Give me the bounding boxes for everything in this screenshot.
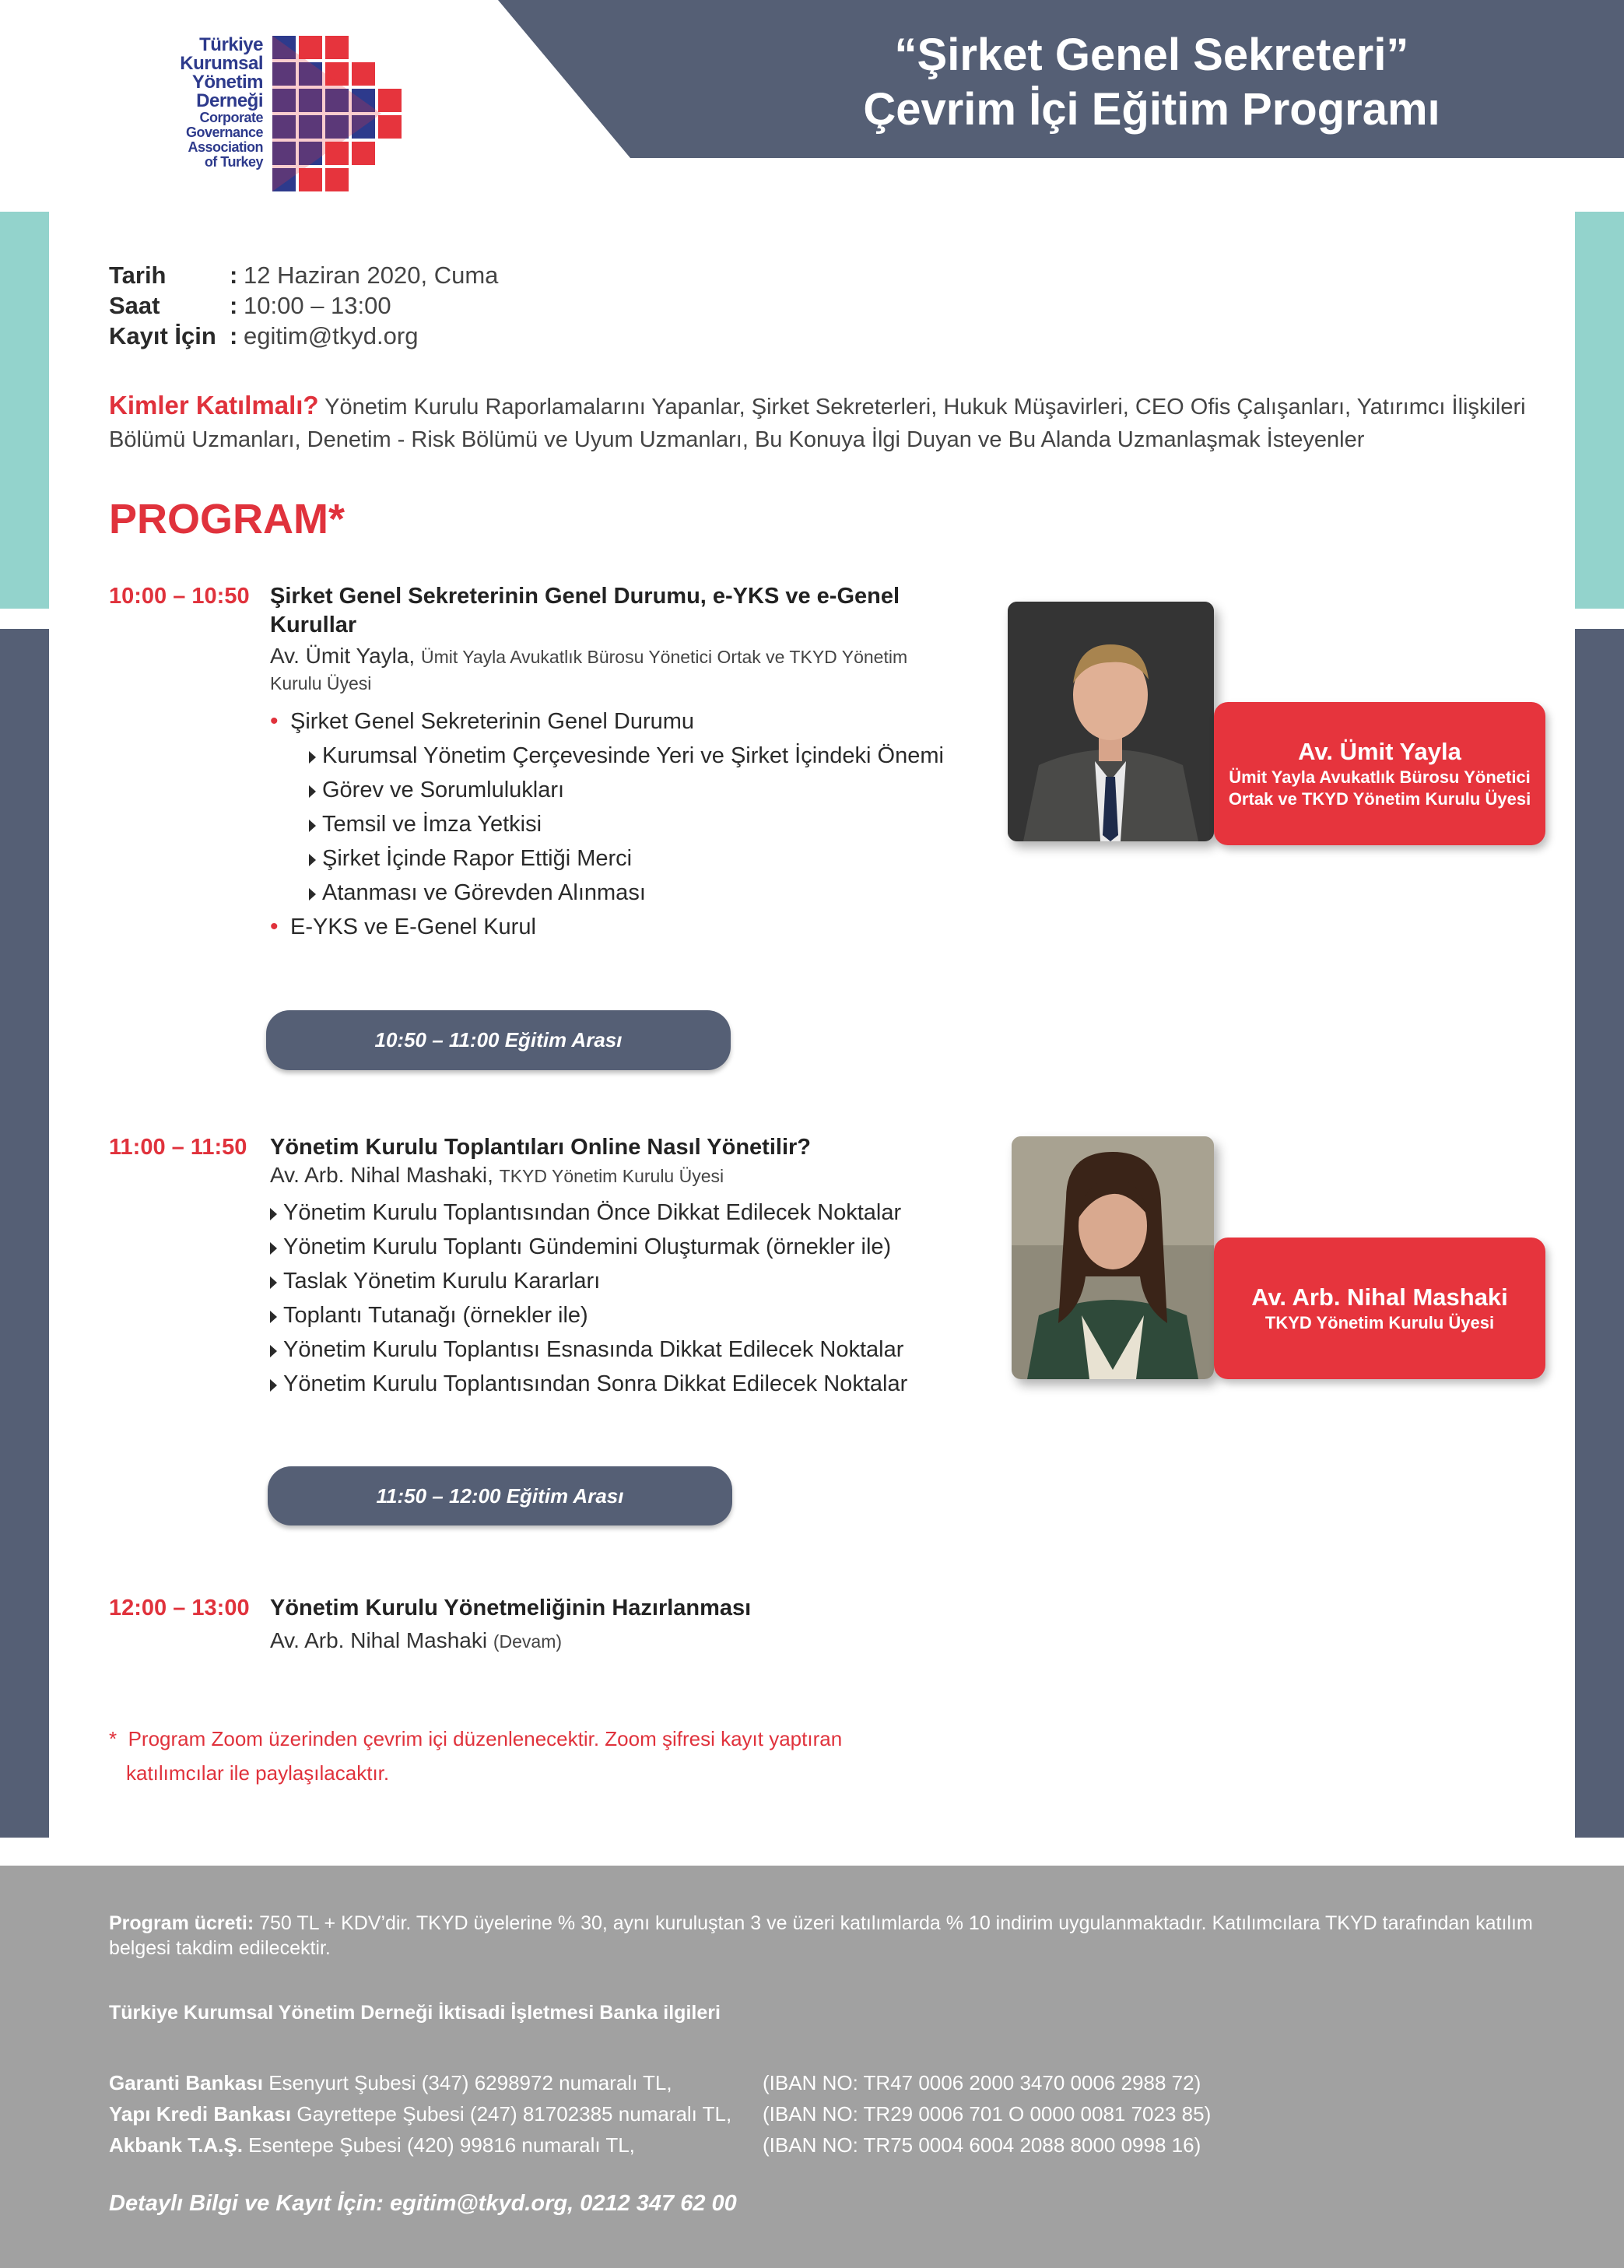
time-label: Saat	[109, 292, 160, 319]
bank-name: Akbank T.A.Ş.	[109, 2133, 243, 2157]
triangle-bullet-icon	[270, 1345, 277, 1357]
logo-word: Association	[188, 139, 263, 155]
session-1	[270, 582, 970, 944]
date-value: 12 Haziran 2020, Cuma	[244, 262, 499, 289]
list-item	[270, 739, 970, 773]
topic-text: Kurumsal Yönetim Çerçevesinde Yeri ve Şirket İçindeki Önemi	[322, 743, 944, 768]
left-teal-band	[0, 212, 49, 609]
break-1-pill: 10:50 – 11:00 Eğitim Arası	[266, 1010, 731, 1070]
time-value: 10:00 – 13:00	[244, 292, 391, 319]
list-item	[270, 773, 970, 807]
bank-branch: Esenyurt Şubesi (347) 6298972 numaralı TL,	[268, 2071, 672, 2094]
program-heading: PROGRAM*	[109, 496, 345, 542]
triangle-bullet-icon	[309, 854, 316, 866]
logo-word: Derneği	[196, 90, 263, 111]
session-3-title: Yönetim Kurulu Yönetmeliğinin Hazırlanması	[270, 1596, 752, 1620]
bank-list	[109, 2067, 1211, 2161]
list-item	[270, 910, 970, 944]
register-label: Kayıt İçin	[109, 322, 216, 349]
contact-line[interactable]: Detaylı Bilgi ve Kayıt İçin: egitim@tkyd.org, 0212 347 62 00	[109, 2191, 737, 2216]
bank-row	[109, 2067, 1211, 2098]
topic-text: Taslak Yönetim Kurulu Kararları	[283, 1269, 601, 1294]
triangle-bullet-icon	[270, 1311, 277, 1323]
page-title	[763, 28, 1541, 137]
portrait-woman-icon	[1012, 1136, 1214, 1379]
triangle-bullet-icon	[309, 785, 316, 798]
bank-branch: Gayrettepe Şubesi (247) 81702385 numaralı TL,	[296, 2102, 732, 2126]
bank-row	[109, 2129, 1211, 2161]
topic-text: Yönetim Kurulu Toplantısından Önce Dikkat Edilecek Noktalar	[283, 1200, 902, 1225]
speaker-role: Ümit Yayla Avukatlık Bürosu Yönetici Ortak ve TKYD Yönetim	[421, 647, 908, 667]
fee-label: Program ücreti:	[109, 1912, 254, 1934]
footnote-text: katılımcılar ile paylaşılacaktır.	[126, 1761, 390, 1785]
list-item	[270, 807, 970, 841]
audience-text: Yönetim Kurulu Raporlamalarını Yapanlar, Şirket Sekreterleri, Hukuk Müşavirleri, CEO Ofis Çalışanları, Yatırımcı İlişkileri Bölümü Uzmanları, Denetim - Risk Bölümü ve Uyum Uzmanları, Bu Konuya İlgi Duyan ve Bu Alanda Uzmanlaşmak İsteyenler	[109, 395, 1526, 452]
session-1-time: 10:00 – 10:50	[109, 584, 250, 609]
topic-text: Atanması ve Görevden Alınması	[322, 880, 646, 905]
list-item	[270, 1195, 970, 1230]
logo-word: Governance	[185, 125, 263, 140]
list-item	[270, 1332, 970, 1367]
logo-word: Türkiye	[199, 34, 263, 55]
topic-text: Görev ve Sorumlulukları	[322, 778, 565, 802]
triangle-bullet-icon	[309, 888, 316, 901]
bullet-dot-icon: •	[270, 708, 279, 734]
topic-text: Yönetim Kurulu Toplantı Gündemini Oluşturmak (örnekler ile)	[283, 1234, 892, 1259]
logo-word: of Turkey	[204, 154, 263, 170]
right-slate-band	[1575, 629, 1624, 1838]
footnote-star: *	[109, 1727, 118, 1750]
bank-info	[109, 2098, 763, 2129]
list-item	[270, 1230, 970, 1264]
footnote-line	[109, 1722, 980, 1756]
bank-name: Garanti Bankası	[109, 2071, 263, 2094]
bank-branch: Esentepe Şubesi (420) 99816 numaralı TL,	[248, 2133, 635, 2157]
colon: :	[230, 262, 238, 289]
triangle-bullet-icon	[309, 751, 316, 764]
bank-name: Yapı Kredi Bankası	[109, 2102, 292, 2126]
session-2	[270, 1133, 970, 1401]
bank-row	[109, 2098, 1211, 2129]
bullet-dot-icon: •	[270, 914, 279, 939]
logo-word: Kurumsal	[180, 53, 263, 74]
fee-text: 750 TL + KDV’dir. TKYD üyelerine % 30, aynı kuruluştan 3 ve üzeri katılımlarda % 10 indirim uygulanmaktadır. Katılımcılara TKYD tarafından katılım belgesi takdim edilecektir.	[109, 1912, 1533, 1959]
session-3	[270, 1594, 970, 1655]
session-2-title: Yönetim Kurulu Toplantıları Online Nasıl Yönetilir?	[270, 1135, 811, 1160]
bank-info	[109, 2129, 763, 2161]
register-email[interactable]: egitim@tkyd.org	[244, 322, 419, 349]
logo-word: Corporate	[199, 110, 263, 125]
date-label: Tarih	[109, 262, 167, 289]
left-slate-band	[0, 629, 49, 1838]
topic-text: Şirket İçinde Rapor Ettiği Merci	[322, 846, 633, 871]
audience-paragraph	[109, 389, 1533, 456]
bank-info	[109, 2067, 763, 2098]
right-teal-band	[1575, 212, 1624, 609]
register-row	[109, 321, 498, 351]
break-2-pill: 11:50 – 12:00 Eğitim Arası	[268, 1466, 732, 1525]
bank-iban: (IBAN NO: TR47 0006 2000 3470 0006 2988 72)	[763, 2071, 1201, 2094]
speaker-2-photo	[1012, 1136, 1214, 1379]
topic-text: Temsil ve İmza Yetkisi	[322, 812, 542, 837]
footnote	[109, 1722, 980, 1790]
speaker-role: TKYD Yönetim Kurulu Üyesi	[499, 1166, 724, 1186]
speaker-1-card-name: Av. Ümit Yayla	[1298, 738, 1461, 765]
triangle-bullet-icon	[270, 1242, 277, 1255]
logo-text	[148, 36, 263, 170]
speaker-1-card-role: Ümit Yayla Avukatlık Bürosu Yönetici	[1229, 767, 1531, 787]
triangle-bullet-icon	[309, 820, 316, 832]
speaker-note: (Devam)	[493, 1631, 563, 1652]
speaker-name: Av. Ümit Yayla,	[270, 644, 416, 668]
triangle-bullet-icon	[270, 1208, 277, 1220]
audience-label: Kimler Katılmalı?	[109, 391, 319, 420]
triangle-bullet-icon	[270, 1276, 277, 1289]
fee-paragraph	[109, 1911, 1533, 1961]
title-line: Şirket Genel Sekreterinin Genel Durumu, e-YKS ve e-Genel	[270, 584, 900, 609]
topic-text: Şirket Genel Sekreterinin Genel Durumu	[290, 709, 695, 734]
bank-iban: (IBAN NO: TR29 0006 701 O 0000 0081 7023 85)	[763, 2102, 1212, 2126]
logo-word: Yönetim	[191, 72, 263, 93]
speaker-2-card-name: Av. Arb. Nihal Mashaki	[1251, 1283, 1508, 1311]
footnote-text: Program Zoom üzerinden çevrim içi düzenlenecektir. Zoom şifresi kayıt yaptıran	[128, 1727, 843, 1750]
bank-iban: (IBAN NO: TR75 0004 6004 2088 8000 0998 16)	[763, 2133, 1201, 2157]
session-1-speaker	[270, 643, 970, 697]
date-row	[109, 260, 498, 290]
speaker-1-photo	[1008, 602, 1214, 841]
list-item	[270, 1298, 970, 1332]
session-3-speaker	[270, 1627, 970, 1655]
speaker-2-card-role: TKYD Yönetim Kurulu Üyesi	[1264, 1313, 1495, 1332]
portrait-man-icon	[1008, 602, 1214, 841]
speaker-1-card-role: Ortak ve TKYD Yönetim Kurulu Üyesi	[1228, 789, 1531, 809]
title-line-2: Çevrim İçi Eğitim Programı	[863, 84, 1440, 135]
time-row	[109, 290, 498, 321]
list-item	[270, 1264, 970, 1298]
session-1-title	[270, 582, 970, 640]
colon: :	[230, 292, 238, 319]
list-item	[270, 1367, 970, 1401]
bank-heading: Türkiye Kurumsal Yönetim Derneği İktisadi İşletmesi Banka ilgileri	[109, 2002, 721, 2024]
list-item	[270, 704, 970, 739]
speaker-role: Kurulu Üyesi	[270, 673, 372, 693]
session-2-time: 11:00 – 11:50	[109, 1135, 247, 1160]
session-2-topics	[270, 1195, 970, 1401]
speaker-2-card	[1214, 1238, 1545, 1379]
list-item	[270, 876, 970, 910]
event-info	[109, 260, 498, 351]
topic-text: E-YKS ve E-Genel Kurul	[290, 915, 536, 939]
topic-text: Toplantı Tutanağı (örnekler ile)	[283, 1303, 588, 1328]
topic-text: Yönetim Kurulu Toplantısı Esnasında Dikkat Edilecek Noktalar	[283, 1337, 904, 1362]
session-3-time: 12:00 – 13:00	[109, 1596, 250, 1620]
topic-text: Yönetim Kurulu Toplantısından Sonra Dikkat Edilecek Noktalar	[283, 1371, 908, 1396]
list-item	[270, 841, 970, 876]
triangle-bullet-icon	[270, 1379, 277, 1392]
speaker-name: Av. Arb. Nihal Mashaki	[270, 1628, 488, 1652]
title-line: Kurullar	[270, 613, 357, 637]
speaker-name: Av. Arb. Nihal Mashaki,	[270, 1163, 493, 1187]
session-2-speaker	[270, 1162, 970, 1189]
session-1-topics	[270, 704, 970, 944]
colon: :	[230, 322, 238, 349]
speaker-1-card	[1214, 702, 1545, 845]
logo-grid-icon	[272, 36, 412, 191]
title-line-1: “Şirket Genel Sekreteri”	[894, 30, 1409, 80]
